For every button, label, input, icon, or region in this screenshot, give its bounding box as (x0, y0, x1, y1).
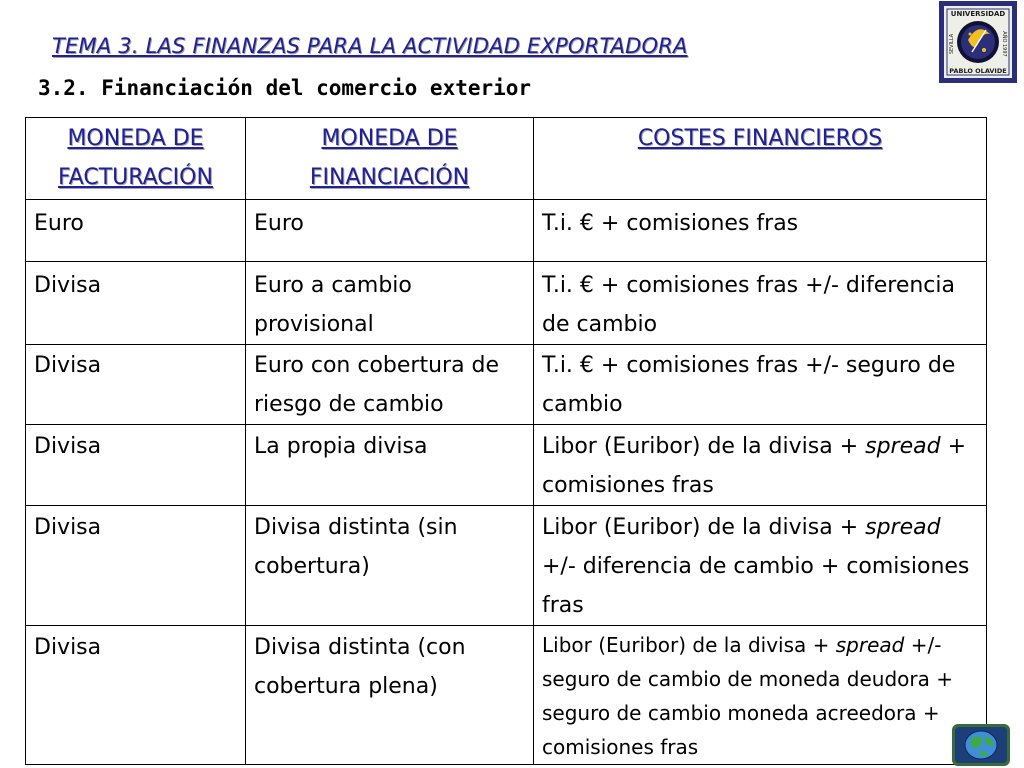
costes-cell (534, 506, 987, 626)
header-costes-financieros: COSTES FINANCIEROS (534, 118, 987, 200)
table-row (26, 345, 987, 425)
facturacion-cell: Divisa (26, 506, 246, 626)
table-row (26, 262, 987, 345)
table-header-row (26, 118, 987, 200)
financiacion-cell: Euro a cambio provisional (246, 262, 534, 345)
table-row (26, 425, 987, 506)
costes-text-rest: +/- seguro de cambio de moneda deudora + seguro de cambio moneda acreedora + comisiones fras (542, 633, 953, 759)
facturacion-cell: Divisa (26, 345, 246, 425)
costes-text-rest: + comisiones fras (542, 434, 967, 498)
costes-text-rest: +/- diferencia de cambio + comisiones fras (542, 554, 970, 618)
facturacion-cell: Divisa (26, 626, 246, 765)
spread-term: spread (865, 434, 941, 459)
costes-cell (534, 626, 987, 765)
logo-bottom-text: PABLO OLAVIDE (949, 67, 1007, 75)
financing-costs-table (25, 117, 987, 765)
financiacion-cell: Divisa distinta (con cobertura plena) (246, 626, 534, 765)
facturacion-cell: Euro (26, 200, 246, 262)
financiacion-cell: Euro (246, 200, 534, 262)
financiacion-cell: La propia divisa (246, 425, 534, 506)
spread-term: spread (865, 515, 941, 540)
costes-text: T.i. € + comisiones fras +/- diferencia de cambio (542, 273, 955, 337)
financiacion-cell: Euro con cobertura de riesgo de cambio (246, 345, 534, 425)
table-row (26, 626, 987, 765)
university-logo (938, 0, 1018, 84)
costes-cell (534, 262, 987, 345)
logo-top-text: UNIVERSIDAD (950, 10, 1006, 18)
header-moneda-financiacion: MONEDA DE FINANCIACIÓN (246, 118, 534, 200)
facturacion-cell: Divisa (26, 425, 246, 506)
costes-text: Libor (Euribor) de la divisa + (542, 434, 866, 459)
table-row (26, 200, 987, 262)
facturacion-cell: Divisa (26, 262, 246, 345)
costes-text: Libor (Euribor) de la divisa + (542, 633, 836, 657)
header-moneda-facturacion: MONEDA DE FACTURACIÓN (26, 118, 246, 200)
costes-cell (534, 425, 987, 506)
table-row (26, 506, 987, 626)
slide-topic-title: TEMA 3. LAS FINANZAS PARA LA ACTIVIDAD EXPORTADORA (52, 34, 688, 58)
logo-right-text: AÑO 1997 (1001, 31, 1007, 57)
logo-left-text: SEVILLA (949, 33, 955, 55)
costes-cell (534, 200, 987, 262)
costes-cell (534, 345, 987, 425)
costes-text: T.i. € + comisiones fras (542, 211, 799, 236)
slide-subtitle: 3.2. Financiación del comercio exterior (38, 76, 532, 100)
costes-text: Libor (Euribor) de la divisa + (542, 515, 866, 540)
globe-icon[interactable] (950, 722, 1012, 768)
spread-term: spread (835, 633, 905, 657)
financiacion-cell: Divisa distinta (sin cobertura) (246, 506, 534, 626)
costes-text: T.i. € + comisiones fras +/- seguro de cambio (542, 353, 956, 417)
